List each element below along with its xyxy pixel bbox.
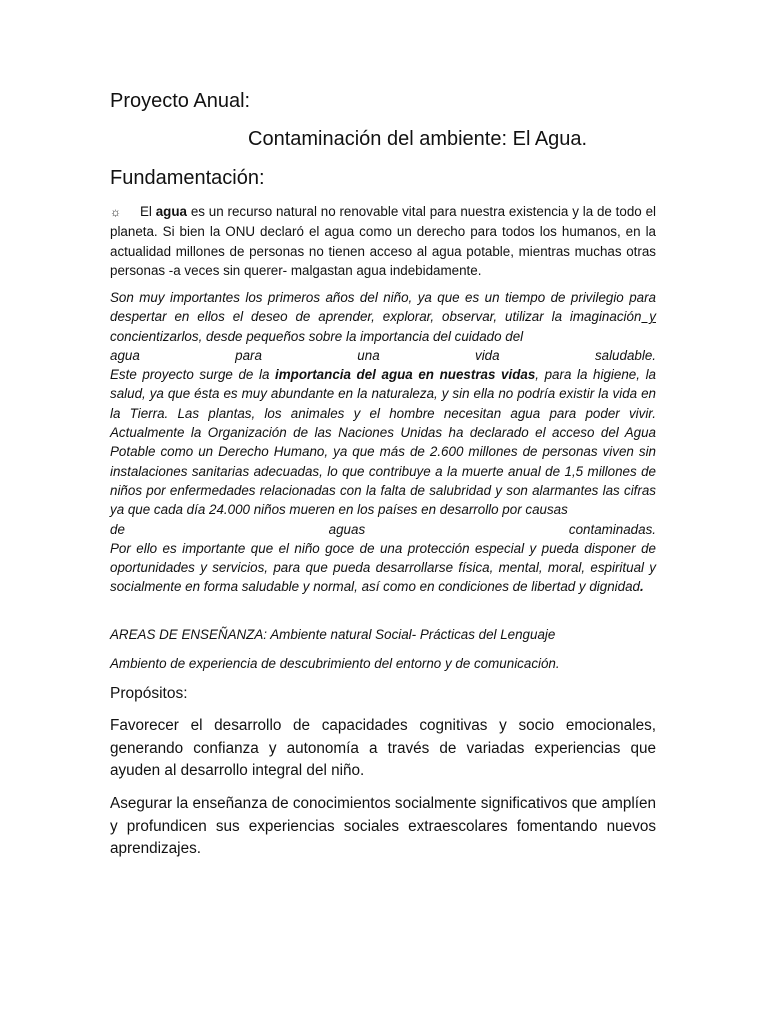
propositos-heading: Propósitos:: [110, 685, 188, 702]
foundation-paragraph: [110, 288, 656, 597]
foundation-b-last: de aguas contaminadas.: [110, 521, 656, 537]
foundation-part-c: [110, 539, 656, 597]
ambiente-line: Ambiento de experiencia de descubrimiento del entorno y de comunicación.: [110, 656, 560, 671]
areas-line: AREAS DE ENSEÑANZA: Ambiente natural Social- Prácticas del Lenguaje: [110, 627, 556, 642]
foundation-a-y: y: [641, 309, 656, 325]
intro-post: es un recurso natural no renovable vital para nuestra existencia y la de todo el planeta. Si bien la ONU declaró el agua como un derecho para todos los humanos, en la actualidad millones de personas no tienen acceso al agua potable, mientras muchas otras personas -a veces sin querer- malgastan agua indebidamente.: [110, 204, 656, 278]
foundation-c-end: .: [639, 579, 644, 595]
foundation-a-post: concientizarlos, desde pequeños sobre la importancia del cuidado del: [110, 328, 524, 344]
foundation-a-pre: Son muy importantes los primeros años del niño, ya que es un tiempo de privilegio para despertar en ellos el deseo de aprender, explorar, observar, utilizar la imaginación: [110, 290, 656, 325]
intro-pre: El: [140, 204, 156, 219]
foundation-b-bold: importancia del agua en nuestras vidas: [275, 367, 536, 383]
project-title: Proyecto Anual:: [110, 90, 251, 112]
foundation-part-b: [110, 365, 656, 519]
intro-bold: agua: [155, 204, 187, 219]
foundation-part-a: [110, 288, 656, 346]
project-topic: Contaminación del ambiente: El Agua.: [248, 128, 588, 150]
fundamentacion-heading: Fundamentación:: [110, 167, 265, 189]
proposito-1: Favorecer el desarrollo de capacidades cognitivas y socio emocionales, generando confianza y autonomía a través de variadas experiencias que ayuden al desarrollo integral del niño.: [110, 717, 656, 779]
foundation-b-post: , para la higiene, la salud, ya que ésta es muy abundante en la naturaleza, y sin ella no podría existir la vida en la Tierra. Las plantas, los animales y el hombre necesitan agua para poder vivir. Actualmente la Organización de las Naciones Unidas ha declarado el acceso del Agua Potable como un Derecho Humano, ya que más de 2.600 millones de personas viven sin instalaciones sanitarias adecuadas, lo que contribuye a la muerte anual de 1,5 millones de niños por enfermedades relacionadas con la falta de salubridad y son alarmantes las cifras ya que cada día 24.000 niños mueren en los países en desarrollo por causas: [110, 367, 656, 518]
proposito-2: Asegurar la enseñanza de conocimientos socialmente significativos que amplíen y profundicen sus experiencias sociales extraescolares fomentando nuevos aprendizajes.: [110, 795, 656, 857]
foundation-c-text: Por ello es importante que el niño goce de una protección especial y pueda disponer de oportunidades y servicios, para que pueda desarrollarse física, mental, moral, espiritual y socialmente en forma saludable y normal, así como en condiciones de libertad y dignidad: [110, 540, 656, 595]
foundation-b-pre: Este proyecto surge de la: [110, 367, 276, 383]
intro-paragraph: [110, 202, 656, 280]
sun-bullet-icon: ☼: [110, 205, 121, 219]
foundation-a-last: agua para una vida saludable.: [110, 347, 656, 363]
